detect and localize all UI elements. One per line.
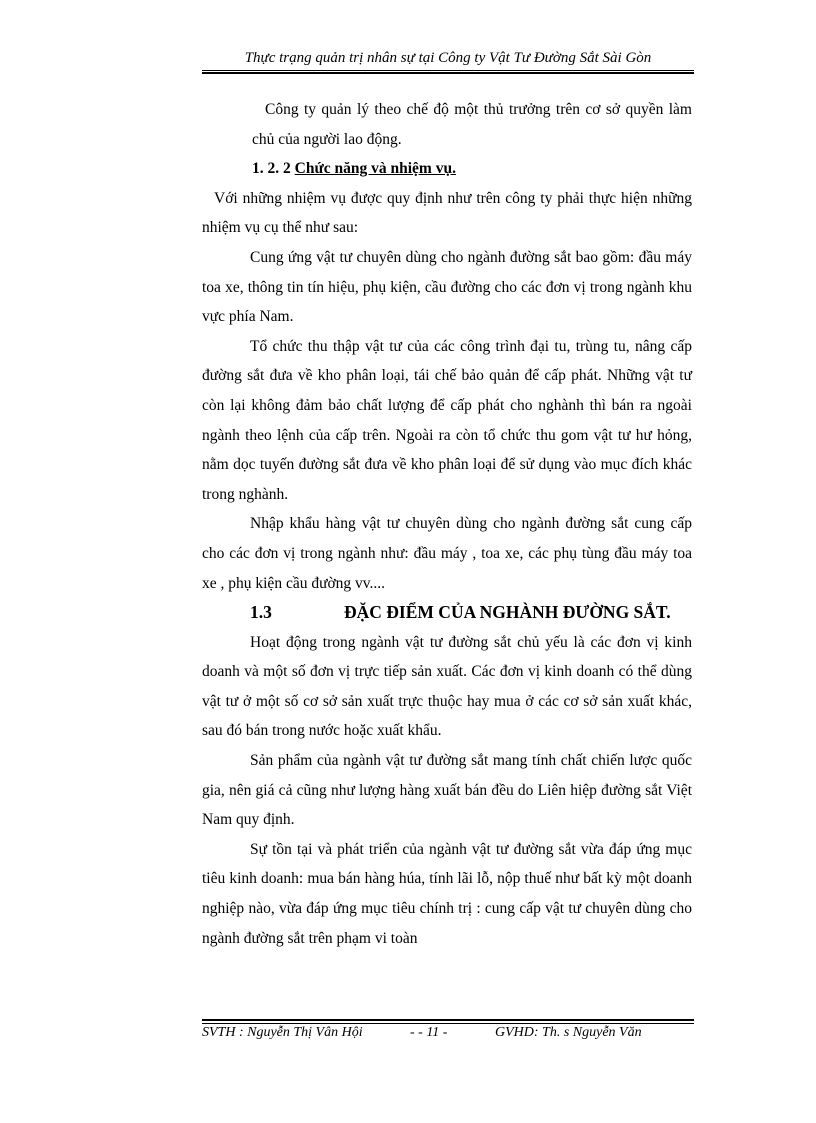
- footer-advisor: GVHD: Th. s Nguyễn Văn: [495, 1025, 642, 1040]
- paragraph-existence: Sự tồn tại và phát triển của ngành vật tư đường sắt vừa đáp ứng mục tiêu kinh doanh: mua bán hàng húa, tính lãi lỗ, nộp thuế như bất kỳ một doanh nghiệp nào, vừa đáp ứng mục tiêu chính trị : cung cấp vật tư chuyên dùng cho ngành đường sắt trên phạm vi toàn: [202, 840, 692, 947]
- paragraph-product: Sản phẩm của ngành vật tư đường sắt mang tính chất chiến lược quốc gia, nên giá cả cũng như lượng hàng xuất bán đều do Liên hiệp đường sắt Việt Nam quy định.: [202, 752, 692, 829]
- footer-rule-thick: [202, 1019, 694, 1021]
- running-header: Thực trạng quản trị nhân sự tại Công ty Vật Tư Đường Sắt Sài Gòn: [244, 50, 652, 66]
- section-number: 1. 2. 2: [252, 160, 295, 178]
- paragraph-supply: Cung ứng vật tư chuyên dùng cho ngành đường sắt bao gồm: đầu máy toa xe, thông tin tín hiệu, phụ kiện, cầu đường cho các đơn vị trong ngành khu vực phía Nam.: [202, 248, 692, 326]
- header-rule-thick: [202, 72, 694, 74]
- section-number: 1.3: [250, 602, 272, 623]
- section-title: ĐẶC ĐIỂM CỦA NGHÀNH ĐƯỜNG SẮT.: [344, 602, 671, 623]
- section-heading-1-2-2: [202, 154, 692, 184]
- paragraph-intro: Công ty quản lý theo chế độ một thủ trưởng trên cơ sở quyền làm chủ của người lao động.: [252, 101, 692, 148]
- paragraph-activity: Hoạt động trong ngành vật tư đường sắt chủ yếu là các đơn vị kinh doanh và một số đơn vị trực tiếp sản xuất. Các đơn vị kinh doanh có thể dùng vật tư ở một số cơ sở sản xuất trực thuộc hay mua ở các cơ sở sản xuất khác, sau đó bán trong nước hoặc xuất khẩu.: [202, 633, 692, 740]
- paragraph-import: Nhập khẩu hàng vật tư chuyên dùng cho ngành đường sắt cung cấp cho các đơn vị trong ngành như: đầu máy , toa xe, các phụ tùng đầu máy toa xe , phụ kiện cầu đường vv....: [202, 515, 692, 592]
- section-heading-1-3: [202, 598, 692, 628]
- paragraph-tasks-intro: Với những nhiệm vụ được quy định như trên công ty phải thực hiện những nhiệm vụ cụ thể như sau:: [202, 189, 692, 237]
- paragraph-collect: Tổ chức thu thập vật tư của các công trình đại tu, trùng tu, nâng cấp đường sắt đưa về kho phân loại, tái chế bảo quản để cấp phát. Những vật tư còn lại không đảm bảo chất lượng để cấp phát cho nghành thì bán ra ngoài ngành theo lệnh của cấp trên. Ngoài ra còn tổ chức thu gom vật tư hư hỏng, nằm dọc tuyến đường sắt đưa về kho phân loại để sử dụng vào mục đích khác trong nghành.: [202, 337, 692, 503]
- footer-author: SVTH : Nguyễn Thị Vân Hội: [202, 1025, 363, 1040]
- footer-page-number: - - 11 -: [410, 1025, 448, 1040]
- section-title: Chức năng và nhiệm vụ.: [294, 160, 456, 178]
- header-rule: [202, 70, 694, 71]
- document-body: [202, 95, 692, 953]
